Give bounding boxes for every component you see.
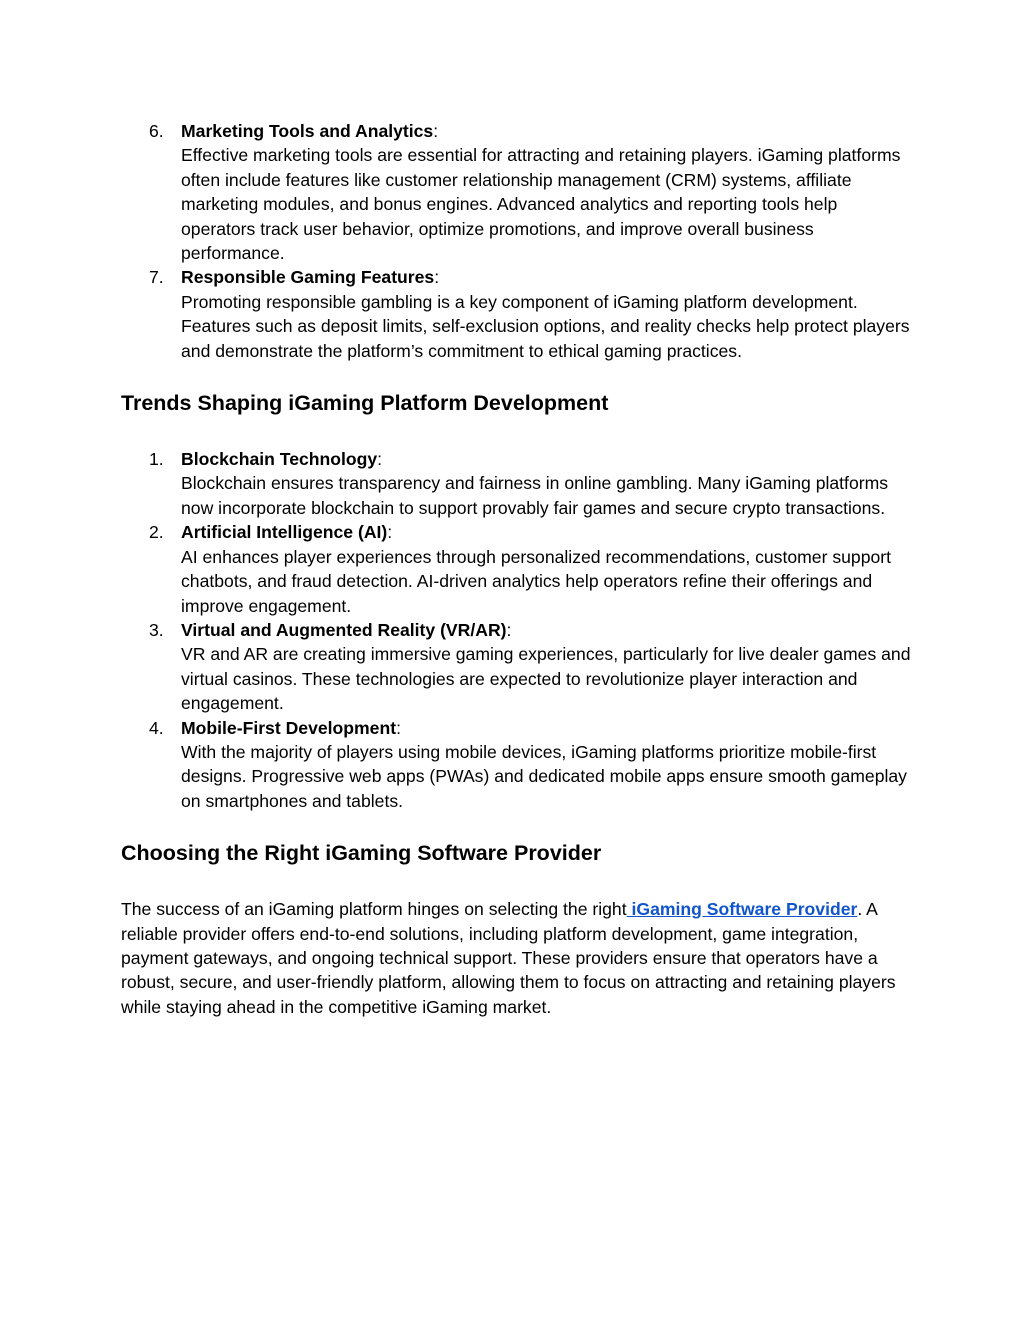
list-item-body: AI enhances player experiences through personalized recommendations, customer support chatbots, and fraud detection. AI-driven analytics help operators refine their offerings and improve engagement. [181, 546, 892, 616]
list-item-colon: : [434, 267, 440, 288]
list-item-number: 7. [149, 267, 164, 288]
list-item-colon: : [377, 449, 383, 470]
list-item [121, 265, 911, 363]
list-item-title: Marketing Tools and Analytics [181, 121, 434, 141]
list-item-number: 6. [149, 121, 164, 141]
choosing-heading: Choosing the Right iGaming Software Provider [121, 841, 602, 866]
list-item-title: Artificial Intelligence (AI) [181, 522, 388, 543]
list-item-body: VR and AR are creating immersive gaming experiences, particularly for live dealer games and virtual casinos. These technologies are expected to revolutionize player interaction and engagement. [181, 644, 911, 714]
list-item-colon: : [387, 522, 393, 543]
document-page [121, 119, 911, 1019]
list-item [121, 447, 911, 520]
list-item [121, 618, 911, 716]
software-provider-link[interactable]: iGaming Software Provider [626, 899, 858, 920]
list-item-number: 2. [149, 522, 164, 543]
list-item-body: With the majority of players using mobile devices, iGaming platforms prioritize mobile-first designs. Progressive web apps (PWAs) and dedicated mobile apps ensure smooth gameplay on smartphones and tablets. [181, 741, 907, 811]
list-item-colon: : [433, 121, 439, 141]
list-item-colon: : [396, 717, 401, 738]
list-item-body: Promoting responsible gambling is a key component of iGaming platform development. Features such as deposit limits, self-exclusion options, and reality checks help protect players and demonstrate the platform’s commitment to ethical gaming practices. [181, 291, 910, 361]
choosing-paragraph [121, 897, 911, 1019]
paragraph-text-after: . A reliable provider offers end-to-end solutions, including platform development, game integration, payment gateways, and ongoing technical support. These providers ensure that operators have a robust, secure, and user-friendly platform, allowing them to focus on attracting and retaining players while staying ahead in the competitive iGaming market. [121, 899, 896, 1017]
list-item [121, 119, 911, 265]
list-item-body: Effective marketing tools are essential for attracting and retaining players. iGaming platforms often include features like customer relationship management (CRM) systems, affiliate marketing modules, and bonus engines. Advanced analytics and reporting tools help operators track user behavior, optimize promotions, and improve overall business performance. [181, 145, 901, 264]
paragraph-text-before: The success of an iGaming platform hinges on selecting the right [121, 899, 627, 920]
list-item-title: Mobile-First Development [181, 717, 397, 738]
features-list-continued [121, 119, 911, 363]
list-item-title: Virtual and Augmented Reality (VR/AR) [181, 619, 507, 640]
trends-list [121, 447, 911, 813]
list-item-body: Blockchain ensures transparency and fairness in online gambling. Many iGaming platforms now incorporate blockchain to support provably fair games and secure crypto transactions. [181, 473, 889, 518]
list-item-number: 1. [149, 449, 164, 470]
list-item-title: Blockchain Technology [181, 449, 378, 470]
list-item [121, 520, 911, 618]
list-item-number: 4. [149, 717, 164, 738]
trends-heading: Trends Shaping iGaming Platform Development [121, 391, 609, 416]
list-item-colon: : [506, 619, 512, 640]
list-item-title: Responsible Gaming Features [181, 267, 435, 288]
list-item-number: 3. [149, 619, 164, 640]
list-item [121, 716, 911, 814]
